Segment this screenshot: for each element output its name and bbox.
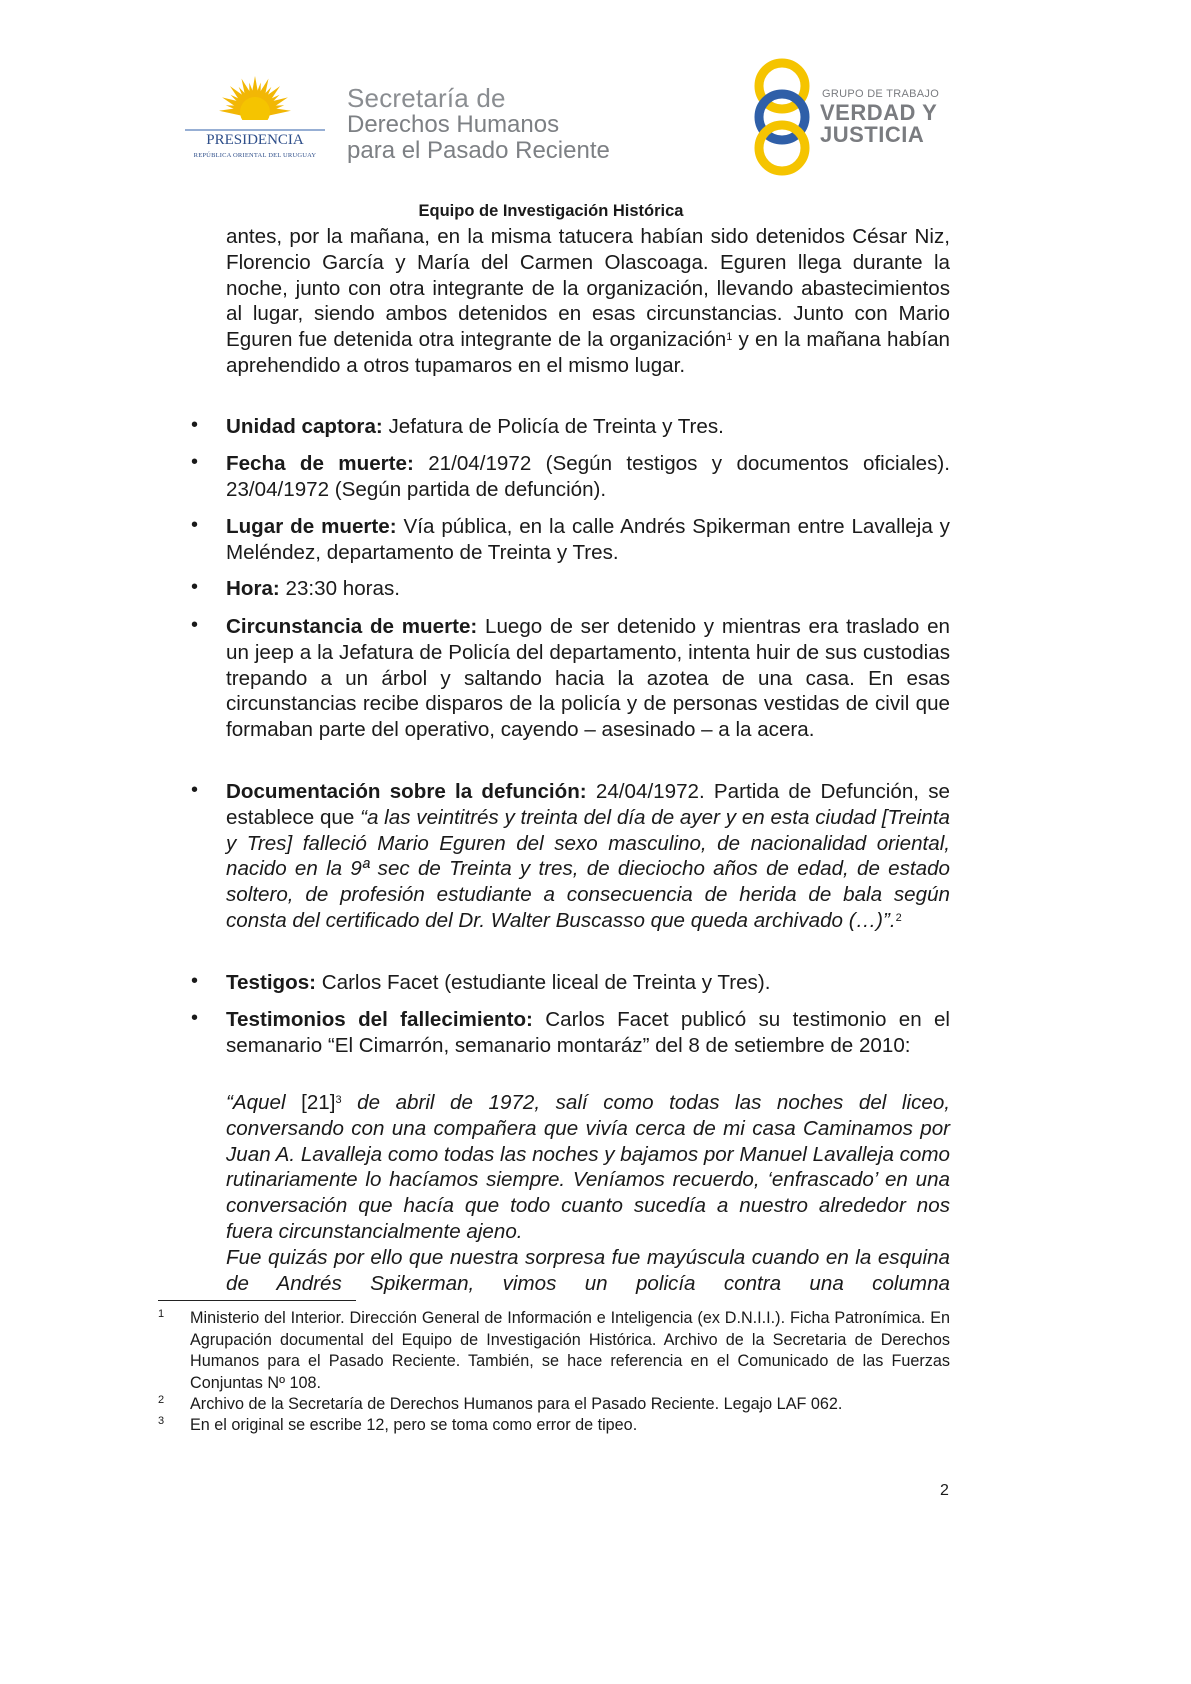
bullet: • [191, 514, 199, 536]
testimonios-label: Testimonios del fallecimiento: [226, 1008, 533, 1031]
intro-paragraph [226, 224, 950, 379]
hora-label: Hora: [226, 577, 280, 600]
bullet: • [191, 1007, 199, 1029]
testimonios-text: Carlos Facet publicó su testimonio en el semanario “El Cimarrón, semanario montaráz” del 8 de setiembre de 2010: [226, 1008, 951, 1057]
testimony-quote-1 [226, 1090, 950, 1245]
unidad-label: Unidad captora: [226, 415, 383, 438]
footnote-number: 2 [158, 1394, 165, 1406]
quote-bracket: [21] [301, 1091, 336, 1114]
secretaria-line-2: Derechos Humanos [347, 111, 560, 138]
hora-item [226, 576, 950, 602]
bullet: • [191, 414, 199, 436]
fecha-text: 21/04/1972 (Según testigos y documentos oficiales). 23/04/1972 (Según partida de defunción). [226, 452, 950, 501]
intro-text-b: y en la mañana habían aprehendido a otros tupamaros en el mismo lugar. [226, 328, 950, 377]
testigos-text: Carlos Facet (estudiante liceal de Treinta y Tres). [316, 971, 771, 994]
bullet: • [191, 970, 199, 992]
bullet: • [191, 614, 199, 636]
documentacion-item [226, 779, 950, 934]
lugar-muerte-item [226, 514, 950, 566]
lugar-label: Lugar de muerte: [226, 515, 397, 538]
footnote-1: Ministerio del Interior. Dirección General de Información e Inteligencia (ex D.N.I.I.). Ficha Patronímica. En Agrupación documental del Equipo de Investigación Histórica. Archivo de la Secretaria de Derechos Humanos para el Pasado Reciente. También, se hace referencia en el Comunicado de las Fuerzas Conjuntas Nº 108. [190, 1309, 950, 1392]
testimony-quote-2 [226, 1245, 950, 1297]
page-number: 2 [940, 1482, 949, 1499]
footnote-separator [158, 1300, 356, 1301]
secretaria-line-3: para el Pasado Reciente [347, 137, 610, 164]
quote-open: “Aquel [226, 1091, 302, 1114]
intro-text-a: antes, por la mañana, en la misma tatucera habían sido detenidos César Niz, Florencio García y María del Carmen Olascoaga. Eguren llega durante la noche, junto con otra integrante de la organización, llevando abastecimientos al lugar, siendo ambos detenidos en esas circunstancias. Junto con Mario Eguren fue detenida otra integrante de la organización [226, 225, 950, 352]
testigos-item [226, 970, 950, 996]
bullet: • [191, 576, 199, 598]
quote-body-2: Fue quizás por ello que nuestra sorpresa fue mayúscula cuando en la esquina de Andrés Spikerman, vimos un policía contra una columna [226, 1246, 950, 1295]
footnote-number: 3 [158, 1415, 165, 1427]
fecha-muerte-item [226, 451, 950, 503]
bullet: • [191, 779, 199, 801]
quote-body: de abril de 1972, salí como todas las noches del liceo, conversando con una compañera que vivía cerca de mi casa Caminamos por Juan A. Lavalleja como todas las noches y bajamos por Manuel Lavalleja como rutinariamente lo hacíamos siempre. Veníamos recuerdo, ‘enfrascado’ en una conversación que hacía que todo cuanto sucedía a nuestro alrededor nos fuera circunstancialmente ajeno. [226, 1091, 950, 1243]
footnote-ref-1: 1 [726, 331, 733, 344]
testimonios-item [226, 1007, 950, 1059]
documentacion-label: Documentación sobre la defunción: [226, 780, 587, 803]
footnote-ref-3: 3 [335, 1094, 342, 1106]
presidencia-label: PRESIDENCIA [206, 132, 304, 148]
testigos-label: Testigos: [226, 971, 317, 994]
circunstancia-label: Circunstancia de muerte: [226, 615, 478, 638]
secretaria-line-1: Secretaría de [347, 83, 506, 113]
footnote-number: 1 [158, 1308, 165, 1320]
secretaria-title [347, 84, 647, 164]
documentacion-quote: “a las veintitrés y treinta del día de ayer y en esta ciudad [Treinta y Tres] falleció Mario Eguren del sexo masculino, de nacionalidad oriental, nacido en la 9ª sec de Treinta y tres, de dieciocho años de edad, de estado soltero, de profesión estudiante a consecuencia de herida de bala según consta del certificado del Dr. Walter Buscasso que queda archivado (…)”. [226, 805, 950, 932]
footnote-3: En el original se escribe 12, pero se toma como error de tipeo. [190, 1416, 638, 1434]
verdad-label: VERDAD Y [820, 100, 938, 125]
footnote-2: Archivo de la Secretaría de Derechos Humanos para el Pasado Reciente. Legajo LAF 062. [190, 1395, 843, 1413]
presidencia-logo [180, 72, 330, 167]
justicia-label: JUSTICIA [820, 122, 925, 147]
grupo-trabajo-label: GRUPO DE TRABAJO [822, 88, 940, 100]
section-header: Equipo de Investigación Histórica [418, 202, 684, 220]
bullet: • [191, 451, 199, 473]
hora-text: 23:30 horas. [279, 577, 400, 600]
circunstancia-item [226, 614, 950, 743]
documentacion-text: 24/04/1972. Partida de Defunción, se establece que [226, 780, 950, 829]
lugar-text: Vía pública, en la calle Andrés Spikerman entre Lavalleja y Meléndez, departamento de Treinta y Tres. [226, 515, 950, 564]
circunstancia-text: Luego de ser detenido y mientras era traslado en un jeep a la Jefatura de Policía del departamento, intenta huir de sus custodias trepando a un árbol y saltando hacia la azotea de una casa. En esas circunstancias recibe disparos de la policía y de personas vestidas de civil que formaban parte del operativo, cayendo – asesinado – a la acera. [226, 615, 950, 742]
fecha-label: Fecha de muerte: [226, 452, 414, 475]
unidad-text: Jefatura de Policía de Treinta y Tres. [382, 415, 724, 438]
footnote-ref-2: 2 [895, 911, 902, 924]
republica-label: REPÚBLICA ORIENTAL DEL URUGUAY [193, 152, 317, 159]
unidad-captora-item [226, 414, 950, 440]
